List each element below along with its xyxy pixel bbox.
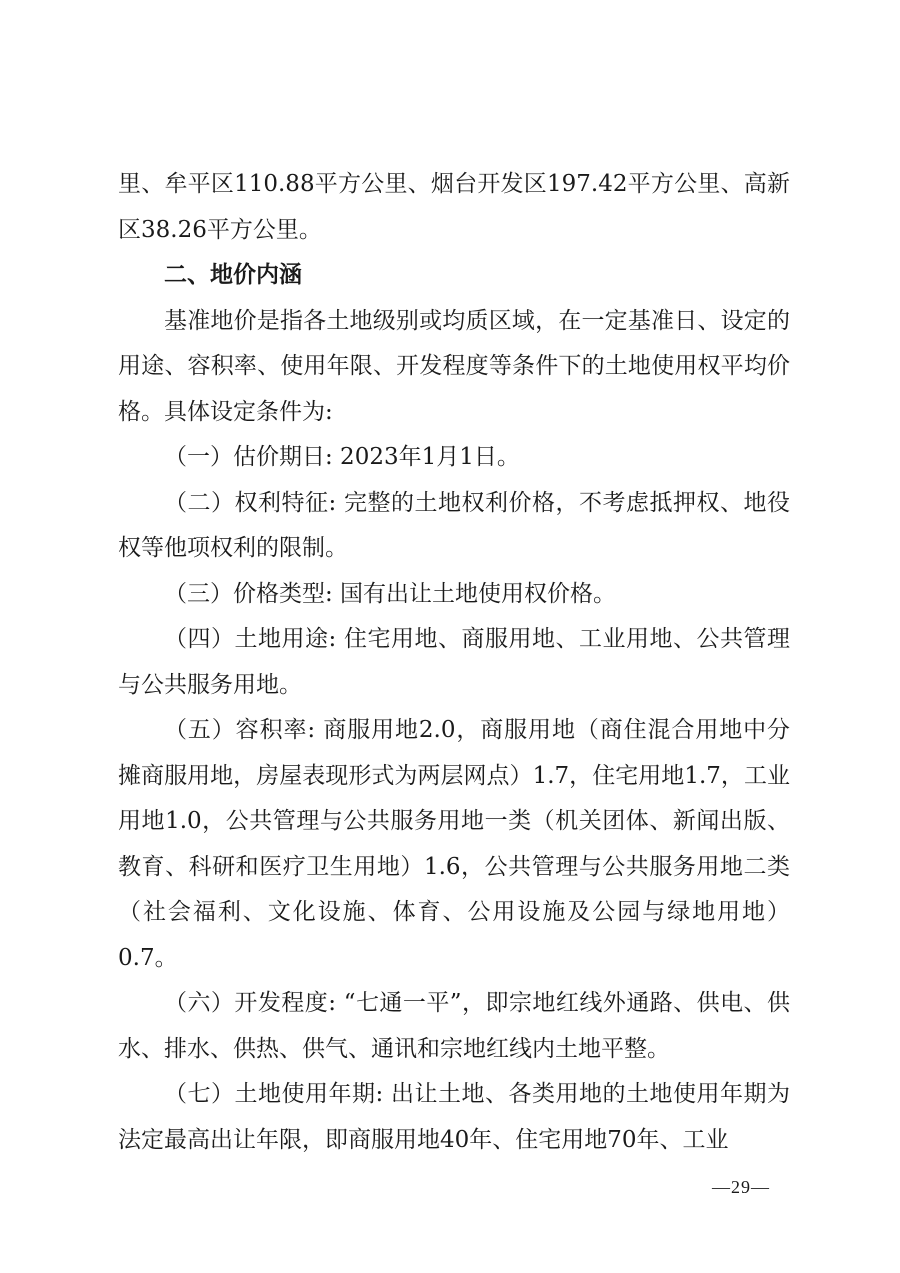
paragraph-rights-features: （二）权利特征: 完整的土地权利价格，不考虑抵押权、地役权等他项权利的限制。 [118,489,790,561]
paragraph-definition: 基准地价是指各土地级别或均质区域，在一定基准日、设定的用途、容积率、使用年限、开发程度等条件下的土地使用权平均价格。具体设定条件为: [118,307,790,425]
document-body [118,162,790,1163]
paragraph-price-type: （三）价格类型: 国有出让土地使用权价格。 [164,580,617,607]
paragraph-plot-ratio: （五）容积率: 商服用地2.0，商服用地（商住混合用地中分摊商服用地，房屋表现形式为两层网点）1.7，住宅用地1.7，工业用地1.0，公共管理与公共服务用地一类（机关团体、新闻出版、教育、科研和医疗卫生用地）1.6，公共管理与公共服务用地二类（社会福利、文化设施、体育、公用设施及公园与绿地用地）0.7。 [118,717,790,971]
paragraph-development-level: （六）开发程度: “七通一平”，即宗地红线外通路、供电、供水、排水、供热、供气、通讯和宗地红线内土地平整。 [118,990,790,1062]
page-number: —29— [712,1177,770,1197]
paragraph-valuation-date: （一）估价期日: 2023年1月1日。 [164,444,520,470]
paragraph-land-use: （四）土地用途: 住宅用地、商服用地、工业用地、公共管理与公共服务用地。 [118,626,790,698]
paragraph-area-continuation: 里、牟平区110.88平方公里、烟台开发区197.42平方公里、高新区38.26平方公里。 [118,171,790,243]
section-heading-land-price-connotation: 二、地价内涵 [164,262,302,288]
paragraph-land-use-term: （七）土地使用年期: 出让土地、各类用地的土地使用年期为法定最高出让年限，即商服用地40年、住宅用地70年、工业 [118,1081,790,1153]
